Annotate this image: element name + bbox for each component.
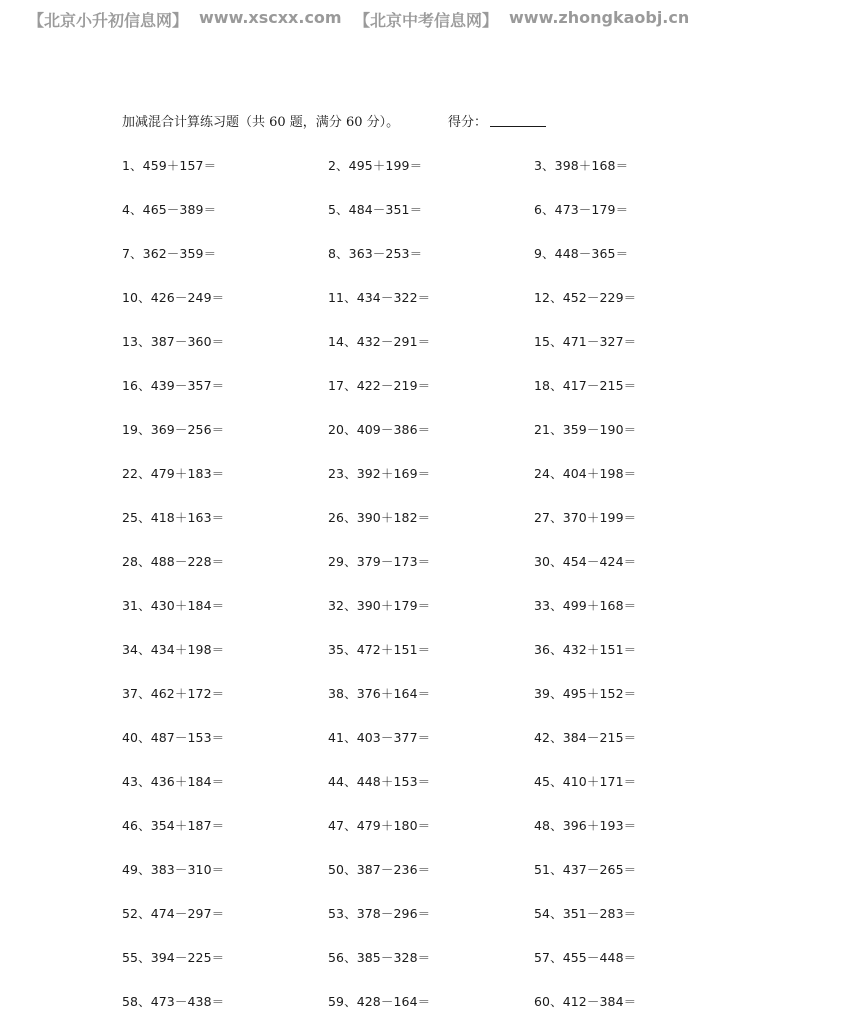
problem-item: 9、448－365＝ — [534, 246, 629, 261]
problem-item: 4、465－389＝ — [122, 202, 217, 217]
problem-item: 14、432－291＝ — [328, 334, 431, 349]
problem-item: 24、404＋198＝ — [534, 466, 637, 481]
problem-item: 35、472＋151＝ — [328, 642, 431, 657]
site2-name: 【北京中考信息网】 — [354, 11, 499, 30]
problem-item: 40、487－153＝ — [122, 730, 225, 745]
problem-item: 56、385－328＝ — [328, 950, 431, 965]
problem-item: 55、394－225＝ — [122, 950, 225, 965]
problem-item: 12、452－229＝ — [534, 290, 637, 305]
problem-item: 50、387－236＝ — [328, 862, 431, 877]
problem-item: 53、378－296＝ — [328, 906, 431, 921]
problem-item: 59、428－164＝ — [328, 994, 431, 1009]
problem-item: 25、418＋163＝ — [122, 510, 225, 525]
problem-item: 34、434＋198＝ — [122, 642, 225, 657]
problem-item: 16、439－357＝ — [122, 378, 225, 393]
score-label: 得分： — [448, 115, 488, 130]
problem-item: 11、434－322＝ — [328, 290, 431, 305]
problem-item: 1、459＋157＝ — [122, 158, 217, 173]
problem-item: 23、392＋169＝ — [328, 466, 431, 481]
problem-item: 45、410＋171＝ — [534, 774, 637, 789]
problem-item: 47、479＋180＝ — [328, 818, 431, 833]
problem-item: 57、455－448＝ — [534, 950, 637, 965]
problem-item: 26、390＋182＝ — [328, 510, 431, 525]
site1-name: 【北京小升初信息网】 — [28, 11, 189, 30]
problem-item: 36、432＋151＝ — [534, 642, 637, 657]
site1-url[interactable]: www.xscxx.com — [199, 8, 342, 27]
problem-item: 7、362－359＝ — [122, 246, 217, 261]
problem-item: 51、437－265＝ — [534, 862, 637, 877]
problem-item: 31、430＋184＝ — [122, 598, 225, 613]
problem-item: 6、473－179＝ — [534, 202, 629, 217]
problem-item: 17、422－219＝ — [328, 378, 431, 393]
problem-item: 60、412－384＝ — [534, 994, 637, 1009]
problem-item: 44、448＋153＝ — [328, 774, 431, 789]
problem-item: 20、409－386＝ — [328, 422, 431, 437]
problem-item: 13、387－360＝ — [122, 334, 225, 349]
problem-item: 39、495＋152＝ — [534, 686, 637, 701]
problem-item: 43、436＋184＝ — [122, 774, 225, 789]
problem-item: 52、474－297＝ — [122, 906, 225, 921]
problem-item: 46、354＋187＝ — [122, 818, 225, 833]
problem-item: 42、384－215＝ — [534, 730, 637, 745]
problem-item: 37、462＋172＝ — [122, 686, 225, 701]
problem-item: 49、383－310＝ — [122, 862, 225, 877]
problem-item: 19、369－256＝ — [122, 422, 225, 437]
problem-item: 15、471－327＝ — [534, 334, 637, 349]
problem-item: 33、499＋168＝ — [534, 598, 637, 613]
site2-url[interactable]: www.zhongkaobj.cn — [509, 8, 690, 27]
problem-item: 21、359－190＝ — [534, 422, 637, 437]
problem-item: 38、376＋164＝ — [328, 686, 431, 701]
problem-item: 30、454－424＝ — [534, 554, 637, 569]
problem-item: 58、473－438＝ — [122, 994, 225, 1009]
problem-item: 5、484－351＝ — [328, 202, 423, 217]
problem-item: 54、351－283＝ — [534, 906, 637, 921]
problem-item: 10、426－249＝ — [122, 290, 225, 305]
problem-item: 2、495＋199＝ — [328, 158, 423, 173]
problem-item: 18、417－215＝ — [534, 378, 637, 393]
problem-item: 27、370＋199＝ — [534, 510, 637, 525]
problem-item: 41、403－377＝ — [328, 730, 431, 745]
problem-item: 48、396＋193＝ — [534, 818, 637, 833]
problem-item: 3、398＋168＝ — [534, 158, 629, 173]
problem-item: 22、479＋183＝ — [122, 466, 225, 481]
worksheet-title: 加减混合计算练习题（共 60 题，满分 60 分）。 — [122, 115, 400, 130]
problem-item: 29、379－173＝ — [328, 554, 431, 569]
problem-item: 28、488－228＝ — [122, 554, 225, 569]
problem-item: 8、363－253＝ — [328, 246, 423, 261]
problem-item: 32、390＋179＝ — [328, 598, 431, 613]
